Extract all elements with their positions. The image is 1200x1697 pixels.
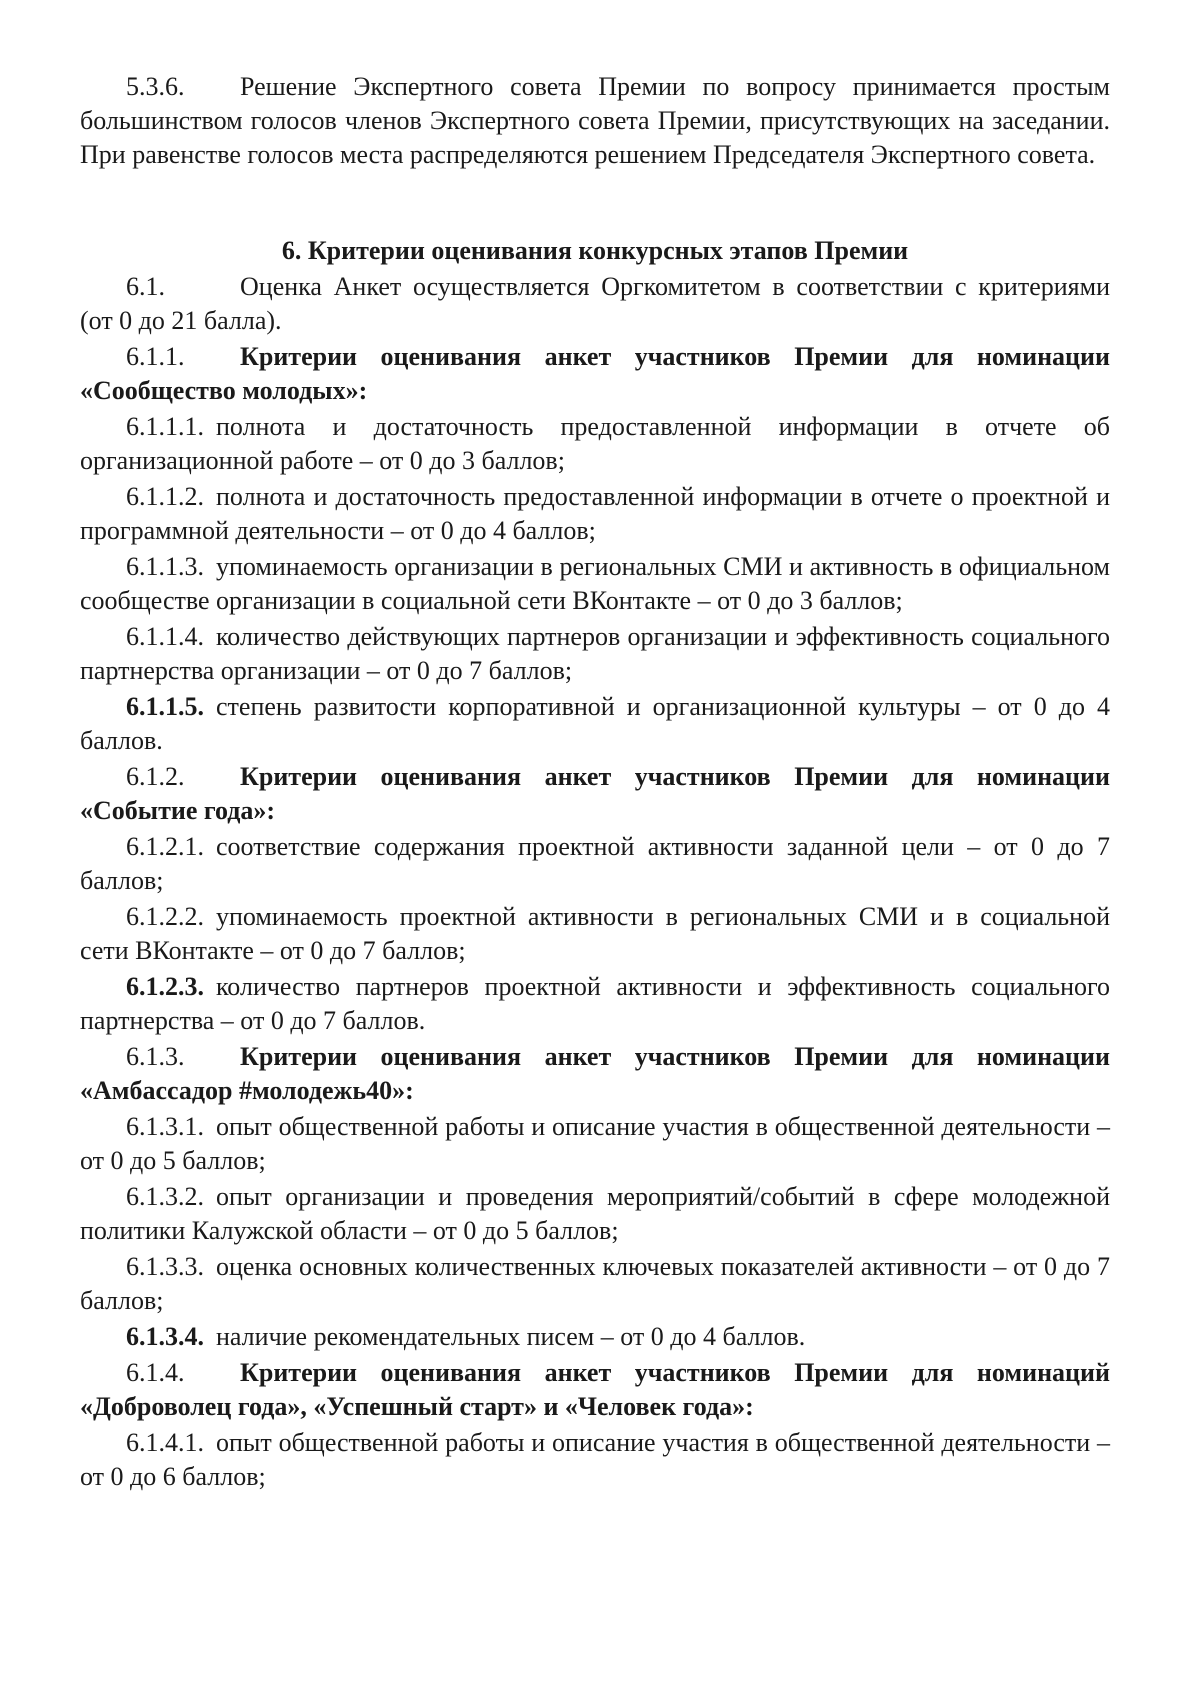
paragraph-6-1-1-1 [80, 410, 1110, 478]
paragraph-number: 6.1.1.1. [126, 412, 204, 441]
paragraph-6-1-2 [80, 760, 1110, 828]
paragraph-number: 6.1.3.3. [126, 1252, 204, 1281]
paragraph-text: опыт общественной работы и описание участия в общественной деятельности – от 0 до 5 баллов; [80, 1112, 1110, 1175]
paragraph-6-1-1 [80, 340, 1110, 408]
paragraph-number: 6.1.3.4. [126, 1322, 204, 1351]
paragraph-number: 5.3.6. [126, 72, 185, 101]
paragraph-text: полнота и достаточность предоставленной информации в отчете о проектной и программной деятельности – от 0 до 4 баллов; [80, 482, 1110, 545]
paragraph-text: упоминаемость проектной активности в региональных СМИ и в социальной сети ВКонтакте – от 0 до 7 баллов; [80, 902, 1110, 965]
paragraph-6-1-1-2 [80, 480, 1110, 548]
paragraph-6-1-3 [80, 1040, 1110, 1108]
paragraph-text: Критерии оценивания анкет участников Премии для номинации «Событие года»: [80, 762, 1110, 825]
paragraph-number: 6.1.1.3. [126, 552, 204, 581]
paragraph-text: Решение Экспертного совета Премии по вопросу принимается простым большинством голосов членов Экспертного совета Премии, присутствующих на заседании. При равенстве голосов места распределяются решением Председателя Экспертного совета. [80, 72, 1110, 169]
paragraph-6-1-2-3 [80, 970, 1110, 1038]
paragraph-text: соответствие содержания проектной активности заданной цели – от 0 до 7 баллов; [80, 832, 1110, 895]
paragraph-text: Оценка Анкет осуществляется Оргкомитетом в соответствии с критериями (от 0 до 21 балла). [80, 272, 1110, 335]
paragraph-text: количество партнеров проектной активности и эффективность социального партнерства – от 0 до 7 баллов. [80, 972, 1110, 1035]
paragraph-6-1-3-4 [80, 1320, 1110, 1354]
paragraph-6-1 [80, 270, 1110, 338]
paragraph-6-1-3-1 [80, 1110, 1110, 1178]
paragraph-text: полнота и достаточность предоставленной информации в отчете об организационной работе – от 0 до 3 баллов; [80, 412, 1110, 475]
paragraph-text: Критерии оценивания анкет участников Премии для номинации «Амбассадор #молодежь40»: [80, 1042, 1110, 1105]
paragraph-6-1-4-1 [80, 1426, 1110, 1494]
paragraph-6-1-3-2 [80, 1180, 1110, 1248]
paragraph-6-1-2-2 [80, 900, 1110, 968]
paragraph-number: 6.1.4. [126, 1358, 185, 1387]
paragraph-6-1-1-4 [80, 620, 1110, 688]
paragraph-5-3-6 [80, 70, 1110, 172]
paragraph-6-1-2-1 [80, 830, 1110, 898]
paragraph-number: 6.1.1.5. [126, 692, 204, 721]
paragraph-text: наличие рекомендательных писем – от 0 до 4 баллов. [216, 1322, 806, 1351]
paragraph-text: опыт общественной работы и описание участия в общественной деятельности – от 0 до 6 баллов; [80, 1428, 1110, 1491]
paragraph-6-1-4 [80, 1356, 1110, 1424]
section-heading: 6. Критерии оценивания конкурсных этапов Премии [281, 236, 909, 265]
paragraph-number: 6.1.1.4. [126, 622, 204, 651]
paragraph-number: 6.1.3. [126, 1042, 185, 1071]
paragraph-number: 6.1.3.1. [126, 1112, 204, 1141]
paragraph-number: 6.1.2.1. [126, 832, 204, 861]
paragraph-text: количество действующих партнеров организации и эффективность социального партнерства организации – от 0 до 7 баллов; [80, 622, 1110, 685]
paragraph-text: степень развитости корпоративной и организационной культуры – от 0 до 4 баллов. [80, 692, 1110, 755]
paragraph-number: 6.1.3.2. [126, 1182, 204, 1211]
paragraph-number: 6.1.2.2. [126, 902, 204, 931]
paragraph-number: 6.1.1.2. [126, 482, 204, 511]
paragraph-text: Критерии оценивания анкет участников Премии для номинаций «Доброволец года», «Успешный старт» и «Человек года»: [80, 1358, 1110, 1421]
paragraph-number: 6.1.2. [126, 762, 185, 791]
paragraph-6-1-1-5 [80, 690, 1110, 758]
paragraph-number: 6.1.4.1. [126, 1428, 204, 1457]
paragraph-text: упоминаемость организации в региональных СМИ и активность в официальном сообществе организации в социальной сети ВКонтакте – от 0 до 3 баллов; [80, 552, 1110, 615]
paragraph-number: 6.1.2.3. [126, 972, 204, 1001]
paragraph-6-1-3-3 [80, 1250, 1110, 1318]
paragraph-6-1-1-3 [80, 550, 1110, 618]
paragraph-number: 6.1. [126, 272, 165, 301]
paragraph-text: Критерии оценивания анкет участников Премии для номинации «Сообщество молодых»: [80, 342, 1110, 405]
paragraph-text: оценка основных количественных ключевых показателей активности – от 0 до 7 баллов; [80, 1252, 1110, 1315]
paragraph-text: опыт организации и проведения мероприятий/событий в сфере молодежной политики Калужской области – от 0 до 5 баллов; [80, 1182, 1110, 1245]
paragraph-number: 6.1.1. [126, 342, 185, 371]
